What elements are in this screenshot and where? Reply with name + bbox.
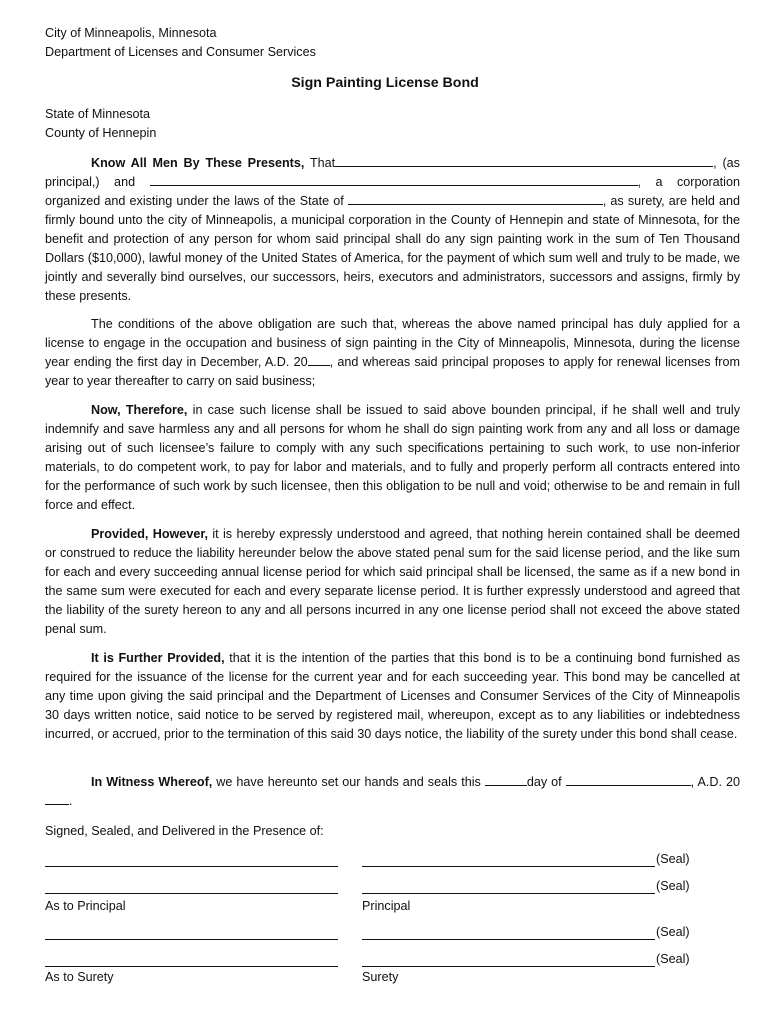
year-blank[interactable] bbox=[45, 792, 69, 805]
paragraph-therefore bbox=[45, 401, 740, 515]
paragraph-witness bbox=[45, 773, 740, 811]
seal-label: (Seal) bbox=[656, 852, 690, 866]
text: , a corporation organized and existing under the laws of the State of bbox=[45, 175, 740, 208]
header bbox=[45, 24, 316, 62]
surety-state-blank[interactable] bbox=[348, 192, 603, 205]
paragraph-presents bbox=[45, 154, 740, 306]
text: in case such license shall be issued to said above bounden principal, if he shall well and truly indemnify and save harmless any and all persons for whom he shall do sign painting work from any and all loss or damage arising out of such licensee’s failure to comply with any such specifications pertaining to such work, to use non-inferior materials, to do competent work, to pay for labor and materials, and to fully and properly perform all contracts entered into for the performance of such work by such licensee, then this obligation to be null and void; otherwise to be and remain in full force and effect. bbox=[45, 403, 740, 512]
principal-name-blank[interactable] bbox=[335, 154, 713, 167]
as-to-principal-label: As to Principal bbox=[45, 899, 126, 913]
license-year-blank[interactable] bbox=[308, 353, 330, 366]
surety-name-blank[interactable] bbox=[150, 173, 638, 186]
venue-county: County of Hennepin bbox=[45, 126, 157, 140]
lead-witness: In Witness Whereof, bbox=[91, 775, 213, 789]
lead-further-provided: It is Further Provided, bbox=[91, 651, 225, 665]
lead-provided-however: Provided, However, bbox=[91, 527, 209, 541]
seal-label: (Seal) bbox=[656, 879, 690, 893]
witness-principal-line-2[interactable] bbox=[45, 893, 338, 894]
text: , A.D. 20 bbox=[690, 775, 740, 789]
surety-signature-line-2[interactable] bbox=[362, 966, 655, 967]
principal-label: Principal bbox=[362, 899, 411, 913]
city-name: City of Minneapolis, Minnesota bbox=[45, 26, 217, 40]
witness-surety-line-1[interactable] bbox=[45, 939, 338, 940]
text: day of bbox=[526, 775, 566, 789]
surety-signature-line-1[interactable] bbox=[362, 939, 655, 940]
text: , (as principal,) and bbox=[45, 156, 740, 189]
lead-therefore: Now, Therefore, bbox=[91, 403, 188, 417]
as-to-surety-label: As to Surety bbox=[45, 970, 114, 984]
text: That bbox=[304, 156, 336, 170]
day-blank[interactable] bbox=[485, 773, 527, 786]
seal-label: (Seal) bbox=[656, 952, 690, 966]
principal-signature-line-2[interactable] bbox=[362, 893, 655, 894]
month-blank[interactable] bbox=[566, 773, 691, 786]
text: . bbox=[69, 794, 73, 808]
paragraph-further-provided bbox=[45, 649, 740, 744]
witness-surety-line-2[interactable] bbox=[45, 966, 338, 967]
paragraph-conditions bbox=[45, 315, 740, 391]
document-title: Sign Painting License Bond bbox=[291, 75, 479, 91]
text: it is hereby expressly understood and agreed, that nothing herein contained shall be deemed or construed to reduce the liability hereunder below the above stated penal sum for the said license period, and the like sum for each and every succeeding annual license period for which said principal shall be licensed, the same as if a new bond in the same sum were executed for each and every separate license period. It is further expressly understood and agreed that the liability of the surety hereon to any and all persons incurred in any one license period shall not exceed the above stated penal sum. bbox=[45, 527, 741, 636]
venue-state: State of Minnesota bbox=[45, 107, 151, 121]
seal-label: (Seal) bbox=[656, 925, 690, 939]
venue bbox=[45, 105, 156, 143]
witness-principal-line-1[interactable] bbox=[45, 866, 338, 867]
text: , and whereas said principal proposes to apply for renewal licenses from year to year thereafter to carry on said business; bbox=[45, 355, 740, 388]
principal-signature-line-1[interactable] bbox=[362, 866, 655, 867]
surety-label: Surety bbox=[362, 970, 399, 984]
text: The conditions of the above obligation are such that, whereas the above named principal has duly applied for a license to engage in the occupation and business of sign painting in the City of Minneapolis, Minnesota, during the license year ending the first day in December, A.D. 20 bbox=[45, 317, 740, 369]
lead-presents: Know All Men By These Presents, bbox=[91, 156, 305, 170]
text: , as surety, are held and firmly bound unto the city of Minneapolis, a municipal corporation in the County of Hennepin and state of Minnesota, for the benefit and protection of any person for whom said principal shall do any sign painting work in the sum of Ten Thousand Dollars ($10,000), lawful money of the United States of America, for the payment of which sum well and truly to be made, we jointly and severally bind ourselves, our successors, heirs, executors and administrators, successors and assigns, firmly by these presents. bbox=[45, 194, 740, 303]
text: that it is the intention of the parties that this bond is to be a continuing bond furnished as required for the issuance of the license for the current year and for each succeeding year. This bond may be cancelled at any time upon giving the said principal and the Department of Licenses and Consumer Services of the City of Minneapolis 30 days written notice, said notice to be served by registered mail, whereupon, except as to any liabilities or indebtedness incurred, or accrued, prior to the termination of this said 30 days notice, the liability of the surety under this bond shall cease. bbox=[45, 651, 740, 741]
department-name: Department of Licenses and Consumer Services bbox=[45, 45, 316, 59]
signed-sealed-delivered: Signed, Sealed, and Delivered in the Presence of: bbox=[45, 824, 324, 838]
paragraph-provided-however bbox=[45, 525, 740, 639]
text: we have hereunto set our hands and seals this bbox=[212, 775, 485, 789]
